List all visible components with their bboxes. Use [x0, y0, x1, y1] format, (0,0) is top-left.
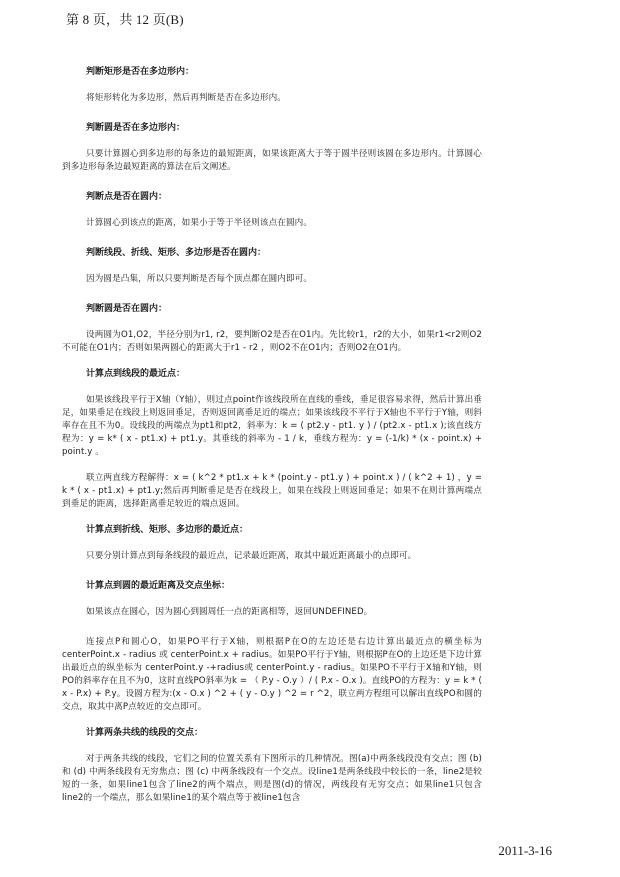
- section-point-to-circle: [62, 580, 482, 714]
- document-body: [62, 66, 482, 818]
- section-point-to-segment: [62, 368, 482, 511]
- section-point-to-polyline: [62, 524, 482, 563]
- section-heading: 判断圆是否在圆内：: [86, 304, 168, 314]
- paragraph: 联立两直线方程解得：x = ( k^2 * pt1.x + k * (point.y - pt1.y ) + point.x ) / ( k^2 + 1) ，y = k * ( x - pt1.x) + pt1.y;然后再判断垂足是否在线段上，如果在线段上则返回垂足；如果不在则计算两端点到垂足的距离，选择距离垂足较近的端点返回。: [62, 473, 482, 509]
- section-heading: 判断点是否在圆内：: [86, 192, 168, 202]
- section-heading: 判断矩形是否在多边形内：: [86, 67, 195, 77]
- paragraph: 计算圆心到该点的距离，如果小于等于半径则该点在圆内。: [86, 218, 313, 228]
- section-heading: 计算点到线段的最近点：: [86, 369, 186, 379]
- section-collinear-segments: [62, 727, 482, 805]
- section-point-in-circle: [62, 191, 482, 230]
- section-shapes-in-circle: [62, 247, 482, 286]
- page-header: 第 8 页，共 12 页(B): [66, 12, 184, 27]
- paragraph: 将矩形转化为多边形，然后再判断是否在多边形内。: [86, 93, 286, 103]
- section-heading: 计算点到圆的最近距离及交点坐标：: [86, 581, 231, 591]
- section-rect-in-polygon: [62, 66, 482, 105]
- section-heading: 计算两条共线的线段的交点：: [86, 728, 204, 738]
- page-footer-date: 2011-3-16: [498, 843, 552, 858]
- paragraph: 如果该线段平行于X轴（Y轴），则过点point作该线段所在直线的垂线，垂足很容易求得，然后计算出垂足，如果垂足在线段上则返回垂足，否则返回离垂足近的端点；如果该线段不平行于X轴也不平行于Y轴，则斜率存在且不为0。设线段的两端点为pt1和pt2，斜率为：k = ( pt2.y - pt1. y ) / (pt2.x - pt1.x );该直线方程为：y = k* ( x - pt1.x) + pt1.y。其垂线的斜率为 - 1 / k，垂线方程为：y = (-1/k) * (x - point.x) + point.y 。: [62, 395, 482, 457]
- section-heading: 计算点到折线、矩形、多边形的最近点：: [86, 525, 249, 535]
- paragraph: 设两圆为O1,O2，半径分别为r1, r2，要判断O2是否在O1内。先比较r1，r2的大小，如果r1<r2则O2不可能在O1内；否则如果两圆心的距离大于r1 - r2 ，则O2不在O1内；否则O2在O1内。: [62, 330, 482, 353]
- section-circle-in-circle: [62, 303, 482, 355]
- paragraph: 只要分别计算点到每条线段的最近点，记录最近距离，取其中最近距离最小的点即可。: [86, 551, 417, 561]
- section-circle-in-polygon: [62, 122, 482, 174]
- paragraph: 对于两条共线的线段，它们之间的位置关系有下图所示的几种情况。图(a)中两条线段没有交点；图 (b) 和 (d) 中两条线段有无穷焦点；图 (c) 中两条线段有一个交点。设line1是两条线段中较长的一条，line2是较短的一条，如果line1包含了line2的两个端点，则是图(d)的情况，两线段有无穷交点；如果line1只包含line2的一个端点，那么如果line1的某个端点等于被line1包含: [62, 754, 482, 803]
- paragraph: 只要计算圆心到多边形的每条边的最短距离，如果该距离大于等于圆半径则该圆在多边形内。计算圆心到多边形每条边最短距离的算法在后文阐述。: [62, 149, 482, 172]
- section-heading: 判断线段、折线、矩形、多边形是否在圆内：: [86, 248, 267, 258]
- paragraph: 连接点P和圆心O，如果PO平行于X轴，则根据P在O的左边还是右边计算出最近点的横坐标为centerPoint.x - radius 或 centerPoint.x + radius。如果PO平行于Y轴，则根据P在O的上边还是下边计算出最近点的纵坐标为 centerPoint.y -+radius或 centerPoint.y - radius。如果PO不平行于X轴和Y轴，则PO的斜率存在且不为0，这时直线PO斜率为k = （ P.y - O.y ）/ ( P.x - O.x )。直线PO的方程为：y = k * ( x - P.x) + P.y。设圆方程为:(x - O.x ) ^2 + ( y - O.y ) ^2 = r ^2，联立两方程组可以解出直线PO和圆的交点，取其中离P点较近的交点即可。: [62, 637, 482, 712]
- paragraph: 因为圆是凸集，所以只要判断是否每个顶点都在圆内即可。: [86, 274, 313, 284]
- section-heading: 判断圆是否在多边形内：: [86, 123, 186, 133]
- paragraph: 如果该点在圆心，因为圆心到圆周任一点的距离相等，返回UNDEFINED。: [86, 607, 373, 617]
